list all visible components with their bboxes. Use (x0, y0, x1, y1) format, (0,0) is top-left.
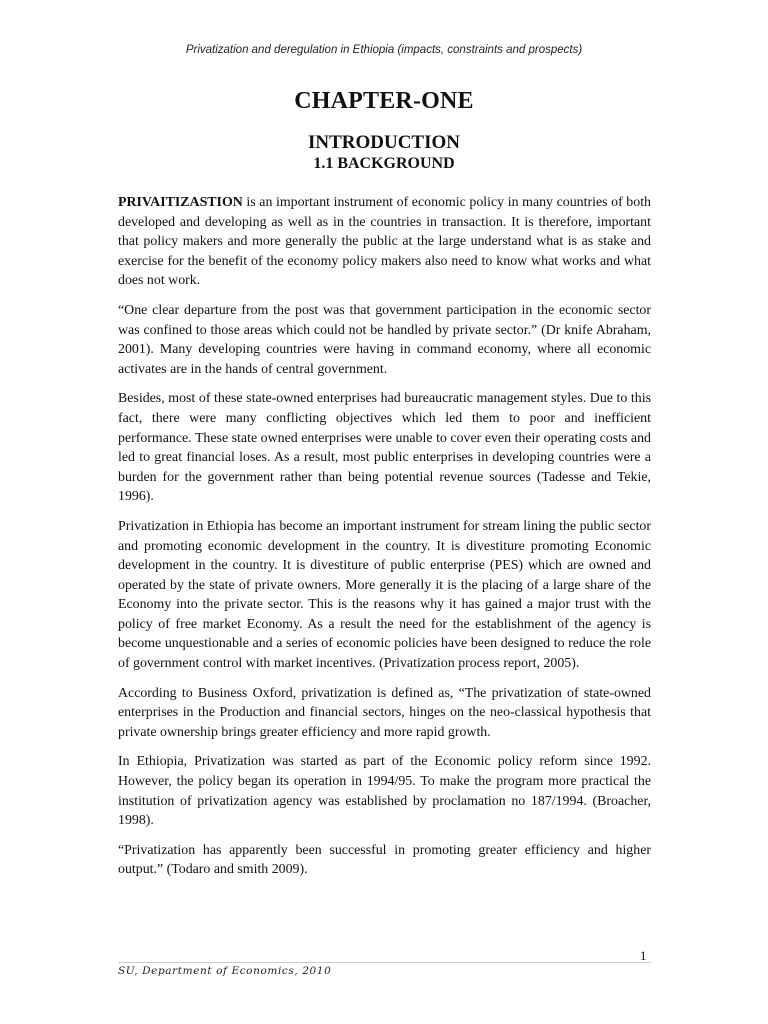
paragraph-1 (118, 193, 651, 291)
body-text (118, 193, 651, 890)
paragraph-6: In Ethiopia, Privatization was started as part of the Economic policy reform since 1992. However, the policy began its operation in 1994/95. To make the program more practical the institution of privatization agency was established by proclamation no 187/1994. (Broacher, 1998). (118, 754, 651, 829)
paragraph-2: “One clear departure from the post was that government participation in the economic sector was confined to those areas which could not be handled by private sector.” (Dr knife Abraham, 2001). Many developing countries were having in command economy, where all economic activates are in the hands of central government. (118, 302, 651, 377)
paragraph-7: “Privatization has apparently been successful in promoting greater efficiency and higher output.” (Todaro and smith 2009). (118, 842, 651, 878)
paragraph-1-text: is an important instrument of economic policy in many countries of both developed and developing as well as in the countries in transaction. It is therefore, important that policy makers and more generally the public at the large understand what is as stake and exercise for the benefit of the economy policy makers also need to know what works and what does not work. (118, 195, 651, 289)
paragraph-4: Privatization in Ethiopia has become an important instrument for stream lining the public sector and promoting economic development in the country. It is divestiture promoting Economic development in the country. It is divestiture of public enterprise (PES) which are owned and operated by the state of private owners. More generally it is the placing of a large share of the Economy into the private sector. This is the reasons why it has gained a major trust with the policy of free market Economy. As a result the need for the establishment of the agency is become unquestionable and a series of economic policies have been designed to reduce the role of government control with market incentives. (Privatization process report, 2005). (118, 518, 651, 672)
running-header: Privatization and deregulation in Ethiopia (impacts, constraints and prospects) (185, 44, 583, 56)
paragraph-5: According to Business Oxford, privatization is defined as, “The privatization of state-owned enterprises in the Production and financial sectors, hinges on the neo-classical hypothesis that private ownership brings greater efficiency and more rapid growth. (118, 685, 651, 740)
running-footer: SU, Department of Economics, 2010 (118, 965, 332, 977)
footer-divider (118, 962, 651, 963)
section-title: INTRODUCTION (307, 132, 461, 153)
chapter-title: CHAPTER-ONE (294, 88, 474, 114)
page-number: 1 (640, 948, 647, 963)
paragraph-1-lead-term: PRIVAITIZASTION (118, 195, 243, 210)
subsection-title: 1.1 BACKGROUND (313, 155, 455, 172)
paragraph-3: Besides, most of these state-owned enterprises had bureaucratic management styles. Due to this fact, there were many conflicting objectives which led them to poor and inefficient performance. These state owned enterprises were unable to cover even their operating costs and led to great financial loses. As a result, most public enterprises in developing countries were a burden for the government rather than being potential revenue sources (Tadesse and Tekie, 1996). (118, 391, 651, 505)
